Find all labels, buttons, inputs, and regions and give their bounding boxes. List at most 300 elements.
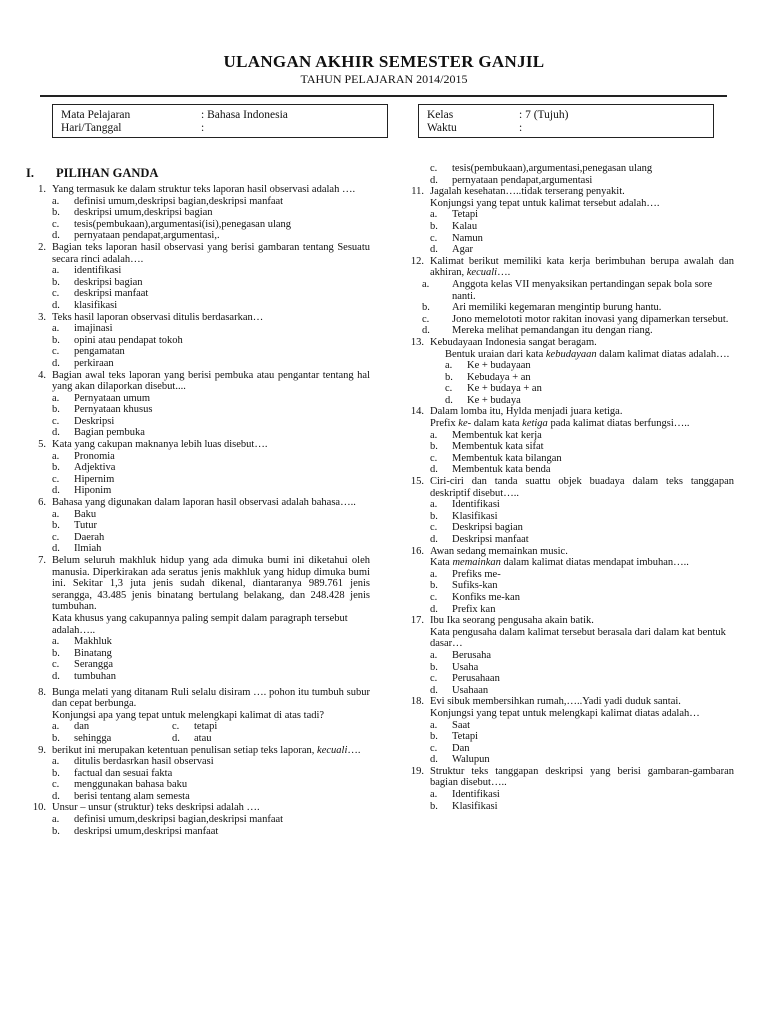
section-title: PILIHAN GANDA — [56, 166, 159, 180]
option-text: Pernyataan khusus — [74, 404, 153, 416]
option[interactable] — [22, 427, 370, 439]
option[interactable] — [400, 314, 734, 326]
prompt-part: dalam kalimat diatas mendapat imbuhan….. — [500, 557, 689, 569]
question-text-emphasis: kecuali — [317, 744, 348, 756]
option[interactable] — [22, 474, 370, 486]
option[interactable] — [400, 499, 734, 511]
option[interactable] — [22, 451, 370, 463]
option-letter: c. — [52, 415, 60, 427]
option-text: Membentuk kata bilangan — [452, 452, 562, 464]
option-letter: b. — [52, 767, 60, 779]
question-text: Bahasa yang digunakan dalam laporan hasil observasi adalah bahasa….. — [52, 497, 356, 509]
option[interactable] — [22, 196, 370, 208]
question-17 — [400, 615, 734, 696]
option[interactable] — [22, 520, 370, 532]
option-letter: c. — [52, 779, 60, 791]
option-letter: c. — [422, 313, 430, 325]
question-text: Kata yang cakupan maknanya lebih luas disebut…. — [52, 439, 268, 451]
option-text: klasifikasi — [74, 299, 118, 311]
prompt-emphasis: memainkan — [452, 557, 501, 569]
question-text: Dalam lomba itu, Hylda menjadi juara ketiga. — [430, 406, 623, 418]
option[interactable] — [22, 485, 370, 497]
question-text-part: Kalimat berikut memiliki kata kerja berimbuhan berupa awalah dan akhiran, — [430, 255, 734, 279]
info-label: Waktu — [427, 122, 457, 134]
question-6 — [22, 497, 370, 555]
option-letter: a. — [430, 719, 438, 731]
info-label: Mata Pelajaran — [61, 109, 131, 121]
option[interactable] — [22, 826, 370, 838]
question-10 — [22, 802, 370, 837]
question-number: 12. — [410, 255, 424, 267]
option-letter: b. — [52, 276, 60, 288]
option-text: Klasifikasi — [452, 510, 498, 522]
question-number: 4. — [38, 369, 46, 381]
option[interactable] — [400, 279, 734, 302]
option-text: atau — [194, 732, 212, 744]
option[interactable] — [22, 768, 370, 780]
option-letter: a. — [52, 392, 60, 404]
option-letter: b. — [430, 731, 438, 743]
option-text: Identifikasi — [452, 789, 500, 801]
option-text: tesis(pembukaan),argumentasi(isi),penegasan ulang — [74, 218, 292, 230]
option-text: tetapi — [194, 721, 218, 733]
option[interactable] — [400, 604, 734, 616]
question-10-continued — [400, 163, 734, 186]
question-11 — [400, 186, 734, 256]
question-1 — [22, 184, 370, 242]
info-row-time — [427, 122, 705, 135]
option[interactable] — [400, 372, 734, 384]
option-letter: a. — [430, 209, 438, 221]
option[interactable] — [400, 685, 734, 697]
option[interactable] — [400, 441, 734, 453]
question-18 — [400, 696, 734, 766]
question-prompt — [400, 418, 734, 430]
option-text: definisi umum,deskripsi bagian,deskripsi manfaat — [74, 814, 284, 826]
option-text: Deskripsi manfaat — [452, 534, 529, 545]
question-prompt — [400, 557, 734, 569]
option[interactable] — [400, 221, 734, 233]
option-text: Serangga — [74, 659, 114, 671]
question-number: 2. — [38, 241, 46, 253]
option-text: tumbuhan — [74, 670, 116, 682]
option-text: Daerah — [74, 531, 105, 543]
option[interactable] — [22, 219, 370, 231]
option-letter: a. — [430, 429, 438, 441]
option-letter: d. — [430, 174, 438, 186]
question-number: 18. — [410, 696, 424, 708]
option-letter: c. — [430, 452, 438, 464]
option-letter: d. — [422, 325, 430, 337]
option-letter: b. — [445, 371, 453, 383]
option[interactable] — [22, 791, 370, 803]
option-text: Ke + budayaan — [467, 360, 531, 372]
option-text: deskripsi bagian — [74, 276, 143, 288]
option-letter: c. — [430, 673, 438, 685]
option-text: Sufiks-kan — [452, 580, 498, 592]
option-text: berisi tentang alam semesta — [74, 790, 190, 802]
question-2 — [22, 242, 370, 312]
option[interactable] — [52, 733, 172, 745]
option[interactable] — [400, 175, 734, 187]
question-text — [430, 256, 734, 279]
option-letter: a. — [430, 568, 438, 580]
question-number: 14. — [410, 406, 424, 418]
option[interactable] — [400, 650, 734, 662]
option-letter: c. — [52, 288, 60, 300]
option[interactable] — [22, 393, 370, 405]
option[interactable] — [400, 233, 734, 245]
option-text: Tetapi — [452, 209, 479, 221]
option-text: Pronomia — [74, 450, 115, 462]
option-text: Ke + budaya — [467, 394, 521, 406]
option-text: Agar — [452, 244, 473, 256]
option-letter: b. — [52, 334, 60, 346]
option-text: deskripsi umum,deskripsi bagian — [74, 207, 213, 219]
option-letter: a. — [52, 636, 60, 648]
option-text: sehingga — [74, 732, 112, 744]
option[interactable] — [400, 720, 734, 732]
prompt-part: Kata — [430, 557, 453, 569]
option-letter: d. — [52, 485, 60, 497]
option[interactable] — [400, 673, 734, 685]
question-text-part: berikut ini merupakan ketentuan penulisan setiap teks laporan, — [52, 744, 318, 756]
exam-title: ULANGAN AKHIR SEMESTER GANJIL — [223, 52, 545, 71]
option[interactable] — [22, 358, 370, 370]
info-box-left — [52, 104, 388, 138]
option-letter: c. — [172, 721, 180, 733]
option-letter: a. — [52, 721, 60, 733]
question-text: Struktur teks tanggapan deskripsi yang berisi gambaran-gambaran bagian disebut….. — [430, 765, 734, 789]
option-letter: a. — [52, 508, 60, 520]
option-letter: b. — [430, 580, 438, 592]
question-number: 16. — [410, 545, 424, 557]
info-row-class — [427, 109, 705, 122]
option[interactable] — [22, 636, 370, 648]
option-text: Walupun — [452, 754, 490, 766]
option-letter: b. — [430, 661, 438, 673]
question-prompt: Kata pengusaha dalam kalimat tersebut berasala dari dalam kat bentuk dasar… — [430, 626, 726, 650]
option-text: Konfiks me-kan — [452, 591, 520, 603]
option[interactable] — [22, 300, 370, 312]
option-letter: b. — [52, 520, 60, 532]
prompt-part: dalam kata — [471, 418, 523, 430]
option-letter: c. — [52, 346, 60, 358]
question-19 — [400, 766, 734, 812]
option[interactable] — [400, 754, 734, 766]
question-text: Belum seluruh makhluk hidup yang ada dimuka bumi ini diketahui oleh manusia. Diperkirakan ada seratus jenis makhluk yang hidup dimuka bumi ini. Sekitar 1,3 juta jenis sudah dikenal, diantaranya 989.761 jenis serangga, 43.485 jenis binatang bertulang belakang, dan 248.428 jenis tumbuhan. — [52, 555, 370, 613]
option-text: factual dan sesuai fakta — [74, 767, 173, 779]
option[interactable] — [22, 532, 370, 544]
option-letter: b. — [52, 207, 60, 219]
option[interactable] — [400, 731, 734, 743]
question-number: 13. — [410, 336, 424, 348]
option-letter: b. — [52, 404, 60, 416]
option-letter: c. — [445, 383, 453, 395]
option[interactable] — [22, 814, 370, 826]
option-letter: c. — [430, 742, 438, 754]
info-value: : 7 (Tujuh) — [519, 109, 569, 121]
option-text: dan — [74, 721, 90, 733]
question-number: 11. — [411, 186, 424, 198]
prompt-part: dalam kalimat diatas adalah…. — [596, 348, 730, 360]
option-text: menggunakan bahasa baku — [74, 779, 188, 791]
option[interactable] — [172, 721, 292, 733]
option[interactable] — [22, 416, 370, 428]
option-text: Bagian pembuka — [74, 427, 145, 439]
option-letter: d. — [430, 534, 438, 545]
question-text: Ibu Ika seorang pengusaha akain batik. — [430, 615, 594, 627]
option-letter: b. — [422, 302, 430, 314]
info-box-right — [418, 104, 714, 138]
option-letter: a. — [445, 360, 453, 372]
option[interactable] — [22, 756, 370, 768]
option[interactable] — [22, 346, 370, 358]
option-letter: d. — [172, 732, 180, 744]
option-letter: d. — [430, 684, 438, 696]
left-column — [22, 165, 370, 837]
option-text: Prefix kan — [452, 603, 496, 615]
option-text: ditulis berdasrkan hasil observasi — [74, 756, 214, 768]
option-text: Namun — [452, 232, 483, 244]
question-4 — [22, 370, 370, 440]
option-text: Baku — [74, 508, 97, 520]
section-number: I. — [26, 166, 34, 180]
option-text: Saat — [452, 719, 471, 731]
option-text: Adjektiva — [74, 462, 116, 474]
option-text: Deskripsi bagian — [452, 522, 523, 534]
option-text: pernyataan pendapat,argumentasi,. — [74, 230, 220, 242]
option-text: deskripsi umum,deskripsi manfaat — [74, 825, 219, 837]
option-letter: b. — [430, 510, 438, 522]
question-text: Bagian teks laporan hasil observasi yang berisi gambaran tentang Sesuatu secara rinci adalah…. — [52, 241, 370, 265]
option-letter: a. — [430, 499, 438, 511]
option[interactable] — [22, 207, 370, 219]
info-label: Hari/Tanggal — [61, 122, 122, 134]
option[interactable] — [400, 163, 734, 175]
option-letter: a. — [52, 265, 60, 277]
option[interactable] — [22, 323, 370, 335]
option-text: Membentuk kata sifat — [452, 441, 544, 453]
question-text-emphasis: kecuali — [466, 267, 498, 279]
option-text: Membentuk kat kerja — [452, 429, 542, 441]
option[interactable] — [400, 383, 734, 395]
option-letter: d. — [430, 464, 438, 476]
option-letter: d. — [52, 230, 60, 242]
option-letter: b. — [52, 825, 60, 837]
option-letter: b. — [52, 647, 60, 659]
question-prompt: Konjungsi yang tepat untuk melengkapi kalimat diatas adalah… — [430, 707, 700, 719]
option[interactable] — [22, 509, 370, 521]
question-prompt: Kata khusus yang cakupannya paling sempit dalam paragraph tersebut adalah….. — [52, 612, 348, 636]
option-text: Tutur — [74, 520, 97, 532]
question-number: 19. — [410, 765, 424, 777]
question-number: 6. — [38, 497, 46, 509]
option-text: Pernyataan umum — [74, 392, 151, 404]
option[interactable] — [400, 244, 734, 256]
option-text: Mereka melihat pemandangan itu dengan riang. — [452, 325, 653, 337]
question-text-part: …. — [347, 744, 361, 756]
option[interactable] — [400, 360, 734, 372]
option-text: Kebudaya + an — [467, 371, 531, 383]
option-letter: d. — [52, 299, 60, 311]
option-text: Identifikasi — [452, 499, 500, 511]
right-column — [400, 163, 734, 812]
option-text: pengamatan — [74, 346, 125, 358]
option-text: perkiraan — [74, 357, 114, 369]
question-number: 10. — [32, 802, 46, 814]
option-text: Berusaha — [452, 649, 492, 661]
option-letter: b. — [52, 732, 60, 744]
question-text: Awan sedang memainkan music. — [430, 545, 568, 557]
info-row-date — [61, 122, 379, 135]
option-letter: a. — [52, 814, 60, 826]
option-text: tesis(pembukaan),argumentasi,penegasan ulang — [452, 163, 653, 174]
question-number: 3. — [38, 311, 46, 323]
option[interactable] — [400, 395, 734, 407]
option[interactable] — [400, 430, 734, 442]
option-letter: a. — [52, 323, 60, 335]
question-16 — [400, 546, 734, 616]
option[interactable] — [400, 580, 734, 592]
option-letter: d. — [430, 603, 438, 615]
question-12 — [400, 256, 734, 337]
option[interactable] — [22, 277, 370, 289]
option[interactable] — [22, 230, 370, 242]
option[interactable] — [400, 569, 734, 581]
option[interactable] — [400, 801, 734, 813]
question-text: Bagian awal teks laporan yang berisi pembuka atau pengantar tentang hal yang akan dilaporkan disebut.... — [52, 369, 370, 393]
option-text: deskripsi manfaat — [74, 288, 149, 300]
option[interactable] — [22, 659, 370, 671]
question-14 — [400, 406, 734, 476]
option-letter: d. — [52, 543, 60, 555]
option-letter: d. — [52, 357, 60, 369]
option-letter: d. — [52, 790, 60, 802]
option-letter: d. — [430, 754, 438, 766]
header-divider — [40, 95, 727, 97]
option[interactable] — [400, 302, 734, 314]
option-letter: b. — [430, 220, 438, 232]
question-text: Teks hasil laporan observasi ditulis berdasarkan… — [52, 311, 264, 323]
option-text: Ilmiah — [74, 543, 102, 555]
prompt-emphasis: ketiga — [522, 418, 548, 430]
option[interactable] — [22, 671, 370, 683]
option[interactable] — [22, 404, 370, 416]
info-value: : — [201, 122, 205, 134]
option-letter: c. — [430, 522, 438, 534]
option[interactable] — [400, 464, 734, 476]
question-prompt — [400, 349, 734, 361]
option[interactable] — [22, 543, 370, 555]
option[interactable] — [400, 592, 734, 604]
prompt-part: Bentuk uraian dari kata — [445, 348, 546, 360]
option-letter: c. — [430, 232, 438, 244]
question-number: 17. — [410, 615, 424, 627]
option[interactable] — [400, 522, 734, 534]
option-letter: d. — [52, 427, 60, 439]
option-letter: d. — [430, 244, 438, 256]
question-number: 8. — [38, 686, 46, 698]
question-text: Ciri-ciri dan tanda suattu objek buadaya dalam teks tanggapan deskriptif disebut….. — [430, 476, 734, 499]
option[interactable] — [400, 209, 734, 221]
question-7 — [22, 555, 370, 683]
option-letter: c. — [52, 218, 60, 230]
option-letter: a. — [422, 278, 430, 290]
option[interactable] — [400, 662, 734, 674]
option[interactable] — [22, 779, 370, 791]
option-text: Tetapi — [452, 731, 479, 743]
option[interactable] — [52, 721, 172, 733]
question-text: Bunga melati yang ditanam Ruli selalu disiram …. pohon itu tumbuh subur dan cepat berbunga. — [52, 686, 370, 710]
question-3 — [22, 312, 370, 370]
option-letter: c. — [52, 659, 60, 671]
option-text: Prefiks me- — [452, 568, 501, 580]
option-letter: c. — [52, 473, 60, 485]
option-letter: d. — [52, 670, 60, 682]
option-text: Klasifikasi — [452, 800, 498, 812]
question-text: Evi sibuk membersihkan rumah,…..Yadi yadi duduk santai. — [430, 696, 681, 708]
info-value: : Bahasa Indonesia — [201, 109, 288, 121]
option-text: Usaha — [452, 661, 479, 673]
option-text: Makhluk — [74, 636, 112, 648]
option[interactable] — [400, 511, 734, 523]
question-9 — [22, 745, 370, 803]
question-15 — [400, 476, 734, 546]
option-text: Binatang — [74, 647, 112, 659]
option-letter: b. — [52, 462, 60, 474]
question-5 — [22, 439, 370, 497]
prompt-emphasis: kebudayaan — [545, 348, 597, 360]
prompt-part: pada kalimat diatas berfungsi….. — [547, 418, 690, 430]
option[interactable] — [400, 325, 734, 337]
option[interactable] — [172, 733, 292, 745]
section-heading — [22, 165, 370, 181]
option[interactable] — [400, 789, 734, 801]
option[interactable] — [22, 648, 370, 660]
option-text: Usahaan — [452, 684, 489, 696]
option-text: Ari memiliki kegemaran mengintip burung hantu. — [452, 302, 662, 314]
option-letter: a. — [430, 649, 438, 661]
option-letter: a. — [430, 789, 438, 801]
option-text: Dan — [452, 742, 470, 754]
option-text: opini atau pendapat tokoh — [74, 334, 183, 346]
info-label: Kelas — [427, 109, 454, 121]
option[interactable] — [400, 453, 734, 465]
option[interactable] — [22, 335, 370, 347]
option-text: Hipernim — [74, 473, 115, 485]
option[interactable] — [22, 462, 370, 474]
question-number: 1. — [38, 184, 46, 195]
option-text: Kalau — [452, 220, 478, 232]
question-text — [52, 745, 370, 757]
question-number: 5. — [38, 439, 46, 451]
question-number: 7. — [38, 555, 46, 566]
option-text: Anggota kelas VII menyaksikan pertandingan sepak bola sore nanti. — [452, 278, 713, 302]
option-letter: c. — [52, 531, 60, 543]
option[interactable] — [22, 288, 370, 300]
option[interactable] — [400, 743, 734, 755]
option-text: imajinasi — [74, 323, 113, 335]
exam-subtitle: TAHUN PELAJARAN 2014/2015 — [300, 72, 468, 86]
question-prompt: Konjungsi apa yang tepat untuk melengkapi kalimat di atas tadi? — [52, 709, 325, 721]
option-letter: d. — [445, 394, 453, 406]
info-row-subject — [61, 109, 379, 122]
option-letter: a. — [52, 756, 60, 768]
option-text: pernyataan pendapat,argumentasi — [452, 174, 593, 186]
option[interactable] — [400, 534, 734, 546]
option[interactable] — [22, 265, 370, 277]
